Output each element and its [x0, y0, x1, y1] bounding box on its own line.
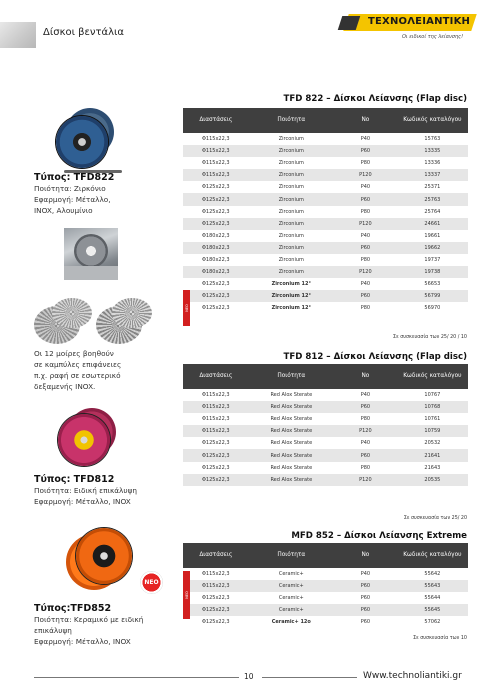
cell-catalog-code: 56799 [397, 290, 468, 302]
cell-dimensions: Φ125x22,3 [183, 218, 249, 230]
cell-dimensions: Φ115x22,3 [183, 145, 249, 157]
cell-dimensions: Φ125x22,3 [183, 193, 249, 205]
cell-no: P40 [360, 281, 371, 288]
table-row [183, 302, 468, 314]
cell-quality: Zirconium [278, 136, 304, 143]
product-quality-tfd852-cont: επικάλυψη [34, 626, 72, 635]
table-row [183, 242, 468, 254]
table-row [183, 462, 468, 474]
section-title-tfd822: TFD 822 – Δίσκοι Λείανσης (Flap disc) [283, 94, 467, 104]
cell-quality: Zirconium [278, 256, 304, 263]
product-quality-tfd822: Ποιότητα: Ζιρκόνιο [34, 184, 106, 193]
cell-quality: Ceramic+ [249, 580, 335, 592]
column-header-catalog-code: Κωδικός καταλόγου [397, 108, 468, 133]
product-application-tfd822: Εφαρμογή: Μέταλλο, [34, 195, 111, 204]
cell-quality: Ceramic+ [278, 571, 304, 578]
cell-catalog-code: 10759 [397, 425, 468, 437]
neo-strip-tfd822 [183, 290, 190, 326]
cell-dimensions: Φ115x22,3 [201, 392, 230, 399]
table-body-mfd852 [183, 568, 468, 628]
cell-quality: Red Alox Sterate [249, 449, 335, 461]
cell-no: P80 [360, 305, 371, 312]
column-header-catalog-code: Κωδικός καταλόγου [397, 364, 468, 389]
cell-catalog-code: 56970 [424, 305, 441, 312]
cell-no: P40 [360, 571, 371, 578]
column-header-quality: Ποιότητα [249, 364, 335, 389]
cell-catalog-code: 15763 [424, 136, 441, 143]
product-application-tfd852: Εφαρμογή: Μέταλλο, INOX [34, 637, 131, 646]
cell-dimensions: Φ125x22,3 [183, 449, 249, 461]
table-row [183, 401, 468, 413]
table-tfd822 [183, 108, 468, 314]
cell-no: P120 [334, 218, 397, 230]
cell-no: P120 [334, 425, 397, 437]
footer-divider-right [262, 677, 357, 678]
logo-tagline: Οι ειδικοί της λείανσης! [402, 34, 464, 40]
cell-no: P60 [334, 290, 397, 302]
cell-dimensions: Φ125x22,3 [183, 290, 249, 302]
table-row [183, 580, 468, 592]
table-body-tfd822 [183, 133, 468, 314]
page-number: 10 [244, 672, 254, 681]
pack-note-mfd852: Σε συσκευασία των 10 [413, 636, 467, 641]
table-header-row [183, 543, 468, 568]
cell-quality: Red Alox Sterate [270, 392, 313, 399]
cell-no: P40 [360, 232, 371, 239]
cell-catalog-code: 19662 [397, 242, 468, 254]
cell-dimensions: Φ125x22,3 [201, 281, 230, 288]
cell-no: P60 [360, 595, 371, 602]
cell-no: P120 [334, 169, 397, 181]
neo-badge [140, 571, 163, 594]
cell-quality: Red Alox Sterate [270, 440, 313, 447]
cell-dimensions: Φ125x22,3 [201, 464, 230, 471]
cell-no: P40 [360, 440, 371, 447]
cell-dimensions: Φ115x22,3 [201, 416, 230, 423]
cell-catalog-code: 24661 [397, 218, 468, 230]
table-row [183, 437, 468, 449]
cell-quality: Red Alox Sterate [249, 401, 335, 413]
table-row [183, 254, 468, 266]
cell-catalog-code: 20535 [397, 474, 468, 486]
cell-quality: Zirconium 12° [249, 290, 335, 302]
cell-dimensions: Φ180x22,3 [201, 256, 230, 263]
cell-catalog-code: 57062 [424, 619, 441, 626]
neo-strip-mfd852 [183, 571, 190, 619]
product-quality-tfd812: Ποιότητα: Ειδική επικάλυψη [34, 486, 138, 495]
cell-catalog-code: 13337 [397, 169, 468, 181]
cell-quality: Zirconium [249, 145, 335, 157]
cell-quality: Zirconium [278, 208, 304, 215]
cell-catalog-code: 19661 [424, 232, 441, 239]
angled-disc-caption-1: Οι 12 μοίρες βοηθούν [34, 349, 114, 358]
cell-catalog-code: 21641 [397, 449, 468, 461]
cell-dimensions: Φ180x22,3 [201, 232, 230, 239]
section-title-tfd812: TFD 812 – Δίσκοι Λείανσης (Flap disc) [283, 352, 467, 362]
table-mfd852 [183, 543, 468, 628]
table-row [183, 604, 468, 616]
cell-quality: Zirconium [278, 232, 304, 239]
column-header-dimensions: Διαστάσεις [183, 364, 249, 389]
cell-no: P40 [360, 392, 371, 399]
column-header-quality: Ποιότητα [249, 108, 335, 133]
cell-dimensions: Φ125x22,3 [201, 305, 230, 312]
cell-dimensions: Φ125x22,3 [201, 595, 230, 602]
cell-quality: Zirconium [249, 242, 335, 254]
cell-dimensions: Φ125x22,3 [201, 619, 230, 626]
angled-disc-caption-3: π.χ. ραφή σε εσωτερικό [34, 371, 121, 380]
cell-catalog-code: 13335 [397, 145, 468, 157]
column-header-quality: Ποιότητα [249, 543, 335, 568]
pack-note-tfd812: Σε συσκευασία των 25/ 20 [403, 516, 467, 521]
product-application-tfd822-cont: INOX, Αλουμίνιο [34, 206, 93, 215]
cell-dimensions: Φ125x22,3 [183, 604, 249, 616]
footer-divider-left [34, 677, 239, 678]
cell-no: P60 [334, 242, 397, 254]
cell-no: P40 [360, 136, 371, 143]
cell-catalog-code: 25764 [424, 208, 441, 215]
neo-strip-label: ΝΕΟ [184, 591, 189, 599]
table-body-tfd812 [183, 389, 468, 486]
table-row [183, 592, 468, 604]
cell-dimensions: Φ115x22,3 [201, 160, 230, 167]
cell-no: P80 [360, 256, 371, 263]
table-row [183, 425, 468, 437]
page-title: Δίσκοι βεντάλια [43, 27, 125, 38]
product-type-tfd822: Τύπος: TFD822 [34, 172, 115, 183]
cell-quality: Zirconium 12° [271, 305, 312, 312]
table-row [183, 474, 468, 486]
logo-text: ΤΕΧΝΟΛΕΙΑΝΤΙΚΗ [368, 16, 471, 27]
column-header-catalog-code: Κωδικός καταλόγου [397, 543, 468, 568]
website-link[interactable]: Www.technoliantiki.gr [363, 671, 462, 681]
cell-quality: Zirconium [249, 266, 335, 278]
table-row [183, 157, 468, 169]
cell-catalog-code: 55644 [424, 595, 441, 602]
application-photo [64, 228, 118, 280]
table-row [183, 290, 468, 302]
brand-logo[interactable] [340, 6, 475, 46]
cell-quality: Zirconium [249, 169, 335, 181]
product-quality-tfd852: Ποιότητα: Κεραμικό με ειδική [34, 615, 144, 624]
cell-dimensions: Φ180x22,3 [183, 242, 249, 254]
cell-no: P60 [334, 401, 397, 413]
cell-catalog-code: 21643 [424, 464, 441, 471]
cell-dimensions: Φ115x22,3 [201, 571, 230, 578]
cell-no: P80 [360, 464, 371, 471]
table-row [183, 145, 468, 157]
cell-catalog-code: 13336 [424, 160, 441, 167]
neo-badge-label: NEO [144, 579, 159, 586]
table-tfd812 [183, 364, 468, 486]
cell-catalog-code: 56653 [424, 281, 441, 288]
cell-catalog-code: 55642 [424, 571, 441, 578]
cell-dimensions: Φ125x22,3 [201, 184, 230, 191]
cell-no: P80 [360, 416, 371, 423]
cell-no: P60 [360, 619, 371, 626]
cell-dimensions: Φ180x22,3 [183, 266, 249, 278]
cell-dimensions: Φ115x22,3 [183, 425, 249, 437]
table-header-row [183, 108, 468, 133]
table-header-row [183, 364, 468, 389]
cell-quality: Ceramic+ [278, 595, 304, 602]
column-header-dimensions: Διαστάσεις [183, 108, 249, 133]
cell-dimensions: Φ115x22,3 [183, 580, 249, 592]
cell-quality: Red Alox Sterate [270, 464, 313, 471]
cell-quality: Zirconium 12° [271, 281, 312, 288]
cell-no: P120 [334, 474, 397, 486]
cell-no: P60 [334, 449, 397, 461]
cell-catalog-code: 25763 [397, 193, 468, 205]
cell-quality: Zirconium [278, 160, 304, 167]
table-row [183, 133, 468, 145]
angled-disc-caption-2: σε καμπύλες επιφάνειες [34, 360, 122, 369]
cell-catalog-code: 20532 [424, 440, 441, 447]
cell-no: P80 [360, 160, 371, 167]
product-application-tfd812: Εφαρμογή: Μέταλλο, INOX [34, 497, 131, 506]
column-header-no: No [334, 108, 397, 133]
cell-quality: Red Alox Sterate [249, 425, 335, 437]
section-title-mfd852: MFD 852 – Δίσκοι Λείανσης Extreme [291, 531, 467, 541]
cell-quality: Red Alox Sterate [270, 416, 313, 423]
table-row [183, 278, 468, 290]
neo-strip-label: ΝΕΟ [184, 304, 189, 312]
table-row [183, 449, 468, 461]
cell-catalog-code: 10768 [397, 401, 468, 413]
cell-catalog-code: 10767 [424, 392, 441, 399]
cell-quality: Ceramic+ 12o [271, 619, 311, 626]
cell-quality: Red Alox Sterate [249, 474, 335, 486]
cell-no: P40 [360, 184, 371, 191]
cell-catalog-code: 55643 [397, 580, 468, 592]
cell-quality: Zirconium [249, 218, 335, 230]
cell-catalog-code: 55645 [397, 604, 468, 616]
table-row [183, 568, 468, 580]
cell-quality: Zirconium [278, 184, 304, 191]
page-header [0, 0, 495, 62]
table-row [183, 230, 468, 242]
cell-no: P60 [334, 580, 397, 592]
cell-dimensions: Φ115x22,3 [201, 136, 230, 143]
cell-dimensions: Φ115x22,3 [183, 401, 249, 413]
table-row [183, 413, 468, 425]
column-header-dimensions: Διαστάσεις [183, 543, 249, 568]
cell-no: P60 [334, 145, 397, 157]
angled-disc-caption-4: δεξαμενής INOX. [34, 382, 96, 391]
table-row [183, 266, 468, 278]
cell-quality: Zirconium [249, 193, 335, 205]
cell-catalog-code: 10761 [424, 416, 441, 423]
table-row [183, 206, 468, 218]
cell-no: P60 [334, 193, 397, 205]
cell-quality: Ceramic+ [249, 604, 335, 616]
cell-no: P120 [334, 266, 397, 278]
table-row [183, 181, 468, 193]
cell-dimensions: Φ115x22,3 [183, 169, 249, 181]
cell-catalog-code: 19738 [397, 266, 468, 278]
table-row [183, 193, 468, 205]
product-type-tfd852: Τύπος:TFD852 [34, 603, 112, 614]
cell-dimensions: Φ125x22,3 [201, 208, 230, 215]
cell-no: P60 [334, 604, 397, 616]
column-header-no: No [334, 543, 397, 568]
pack-note-tfd822: Σε συσκευασία των 25/ 20 / 10 [393, 335, 467, 340]
cell-dimensions: Φ125x22,3 [201, 440, 230, 447]
table-row [183, 616, 468, 628]
table-row [183, 218, 468, 230]
cell-no: P80 [360, 208, 371, 215]
column-header-no: No [334, 364, 397, 389]
header-tab-decoration [0, 22, 36, 48]
cell-catalog-code: 25371 [424, 184, 441, 191]
product-type-tfd812: Τύπος: TFD812 [34, 474, 115, 485]
cell-catalog-code: 19737 [424, 256, 441, 263]
cell-dimensions: Φ125x22,3 [183, 474, 249, 486]
table-row [183, 389, 468, 401]
table-row [183, 169, 468, 181]
